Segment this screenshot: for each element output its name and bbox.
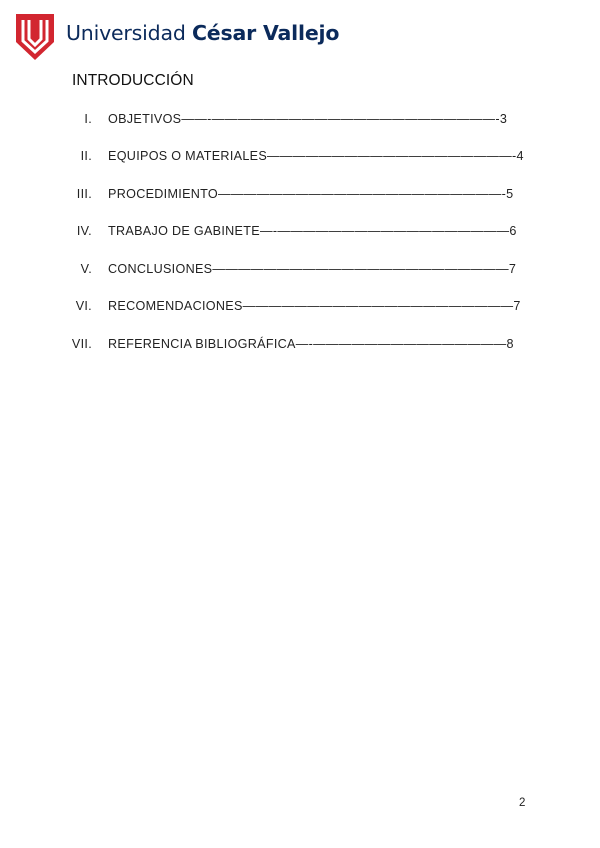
toc-title: RECOMENDACIONES—————————————————————7 (108, 299, 521, 313)
toc-entry (0, 187, 600, 207)
toc-number: II. (80, 149, 92, 163)
toc-number: VII. (71, 337, 92, 351)
page-number: 2 (519, 797, 526, 809)
toc-entry (0, 337, 600, 357)
toc-number: V. (80, 262, 92, 276)
university-name-regular: Universidad (66, 21, 192, 45)
toc-title: CONCLUSIONES———————————————————————7 (108, 262, 517, 276)
toc-entry (0, 262, 600, 282)
toc-entry (0, 224, 600, 244)
page-title: INTRODUCCIÓN (72, 72, 194, 89)
toc-title: OBJETIVOS——-——————————————————————-3 (108, 112, 508, 126)
university-header (16, 14, 396, 62)
toc-number: I. (84, 112, 92, 126)
toc-title: TRABAJO DE GABINETE—-——————————————————6 (108, 224, 517, 238)
toc-number: III. (76, 187, 92, 201)
toc-entry (0, 299, 600, 319)
toc-title: EQUIPOS O MATERIALES———————————————————-4 (108, 149, 524, 163)
university-shield-logo (16, 14, 54, 60)
university-name (66, 21, 339, 45)
university-name-bold: César Vallejo (191, 21, 340, 45)
toc-number: VI. (75, 299, 92, 313)
toc-title: PROCEDIMIENTO——————————————————————-5 (108, 187, 514, 201)
toc-entry (0, 112, 600, 132)
toc-title: REFERENCIA BIBLIOGRÁFICA—-———————————————8 (108, 337, 514, 351)
toc-entry (0, 149, 600, 169)
toc-number: IV. (76, 224, 92, 238)
